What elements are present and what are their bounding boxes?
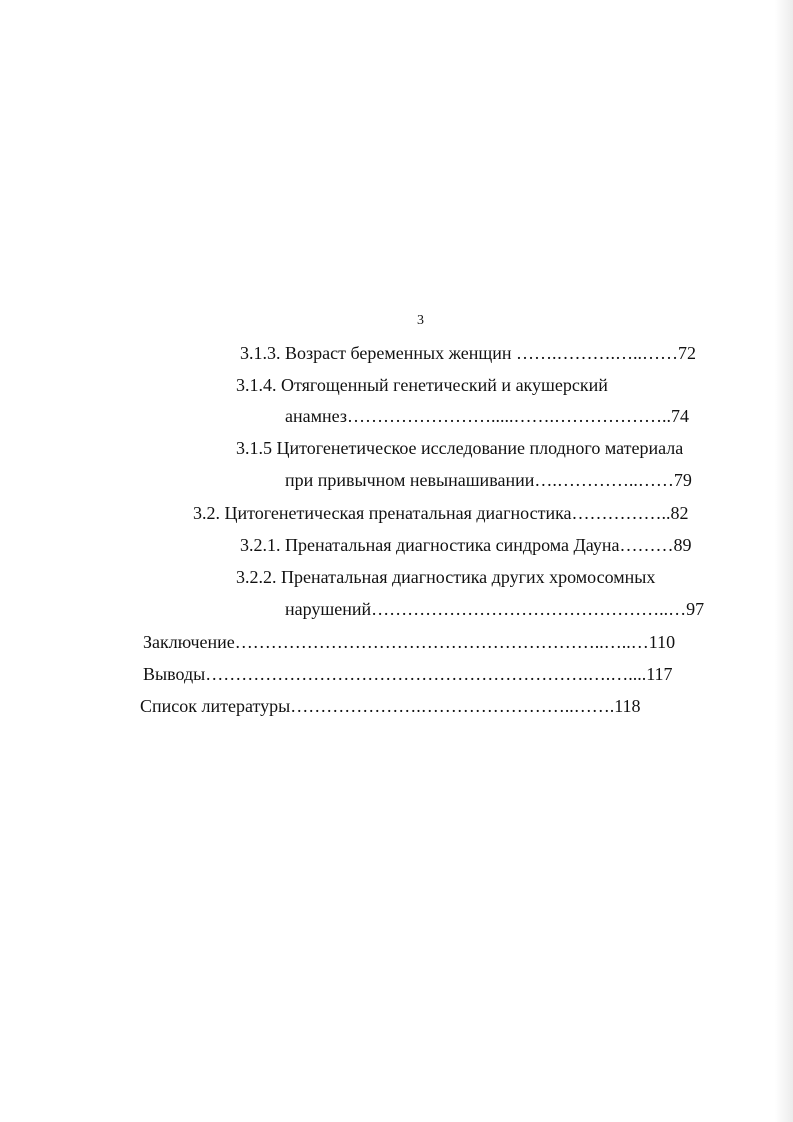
toc-entry-3-1-5-continued: при привычном невынашивании….…………..……79	[285, 470, 692, 490]
scan-edge-shadow	[775, 0, 793, 1122]
toc-entry-conclusion: Заключение……………………………………………………..…..…110	[143, 632, 676, 652]
toc-entry-3-2: 3.2. Цитогенетическая пренатальная диагностика……………..82	[193, 503, 689, 523]
toc-entry-3-1-4-continued: анамнез…………………….....…….………………..74	[285, 406, 689, 426]
toc-entry-3-1-3: 3.1.3. Возраст беременных женщин …….……….…..……72	[240, 343, 697, 363]
toc-entry-findings: Выводы……………………………………………………….….…....117	[143, 664, 673, 684]
toc-entry-3-2-1: 3.2.1. Пренатальная диагностика синдрома Дауна………89	[240, 535, 692, 555]
page-number: 3	[417, 313, 424, 328]
toc-entry-3-1-5: 3.1.5 Цитогенетическое исследование плодного материала	[236, 438, 684, 458]
toc-entry-3-2-2-continued: нарушений…………………………………………..…97	[285, 599, 705, 619]
toc-entry-references: Список литературы………………….……………………..…….118	[140, 696, 641, 716]
toc-entry-3-1-4: 3.1.4. Отягощенный генетический и акушерский	[236, 375, 608, 395]
toc-entry-3-2-2: 3.2.2. Пренатальная диагностика других хромосомных	[236, 567, 656, 587]
